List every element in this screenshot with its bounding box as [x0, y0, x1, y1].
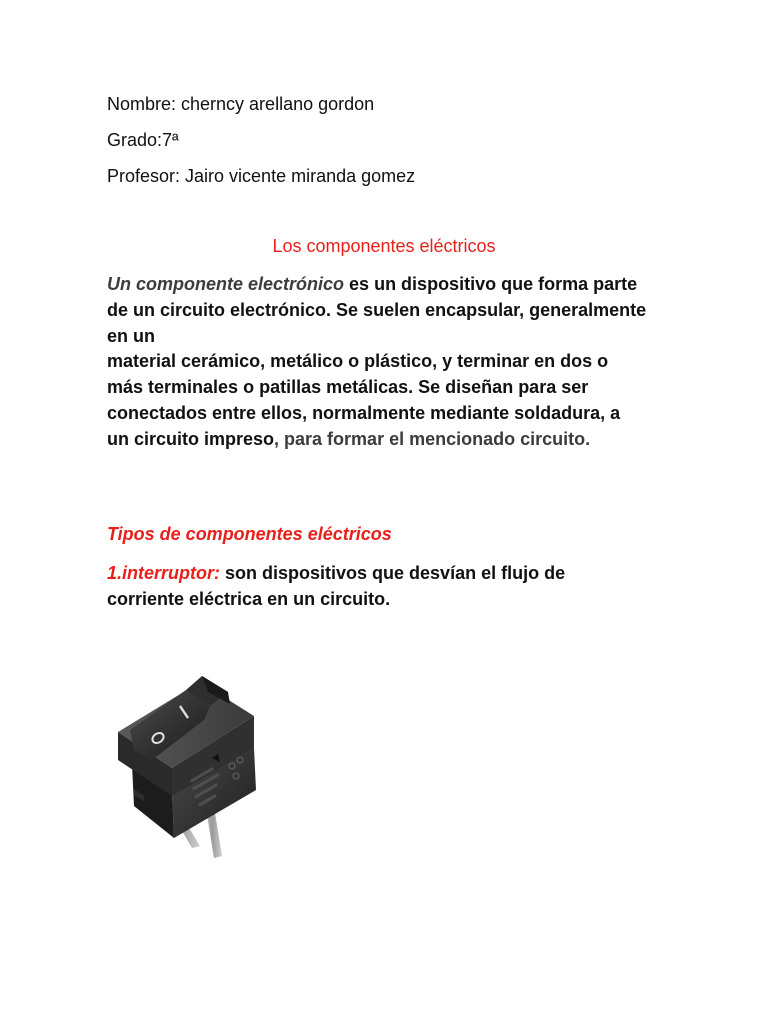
document-title: Los componentes eléctricos — [272, 236, 496, 256]
component-item-switch — [107, 560, 647, 612]
grade: Grado:7ª — [107, 130, 179, 150]
intro-text-3: , para formar el mencionado circuito. — [274, 428, 591, 449]
teacher-name: Profesor: Jairo vicente miranda gomez — [107, 166, 416, 186]
intro-text-2: material cerámico, metálico o plástico, y terminar en dos o más terminales o patillas metálicas. Se diseñan para ser conectados entre ellos, normalmente mediante soldadura, a un circuito impreso — [107, 351, 621, 449]
intro-paragraph — [107, 272, 647, 453]
component-item-description: son dispositivos que desvían el flujo de corriente eléctrica en un circuito. — [107, 563, 566, 609]
component-item-label: 1.interruptor: — [107, 563, 221, 583]
intro-text-1: es un dispositivo que forma parte de un circuito electrónico. Se suelen encapsular, generalmente en un — [107, 274, 647, 346]
rocker-switch-photo — [104, 656, 284, 866]
types-heading: Tipos de componentes eléctricos — [107, 524, 392, 544]
intro-lead: Un componente electrónico — [107, 274, 345, 294]
student-name: Nombre: cherncy arellano gordon — [107, 94, 375, 114]
